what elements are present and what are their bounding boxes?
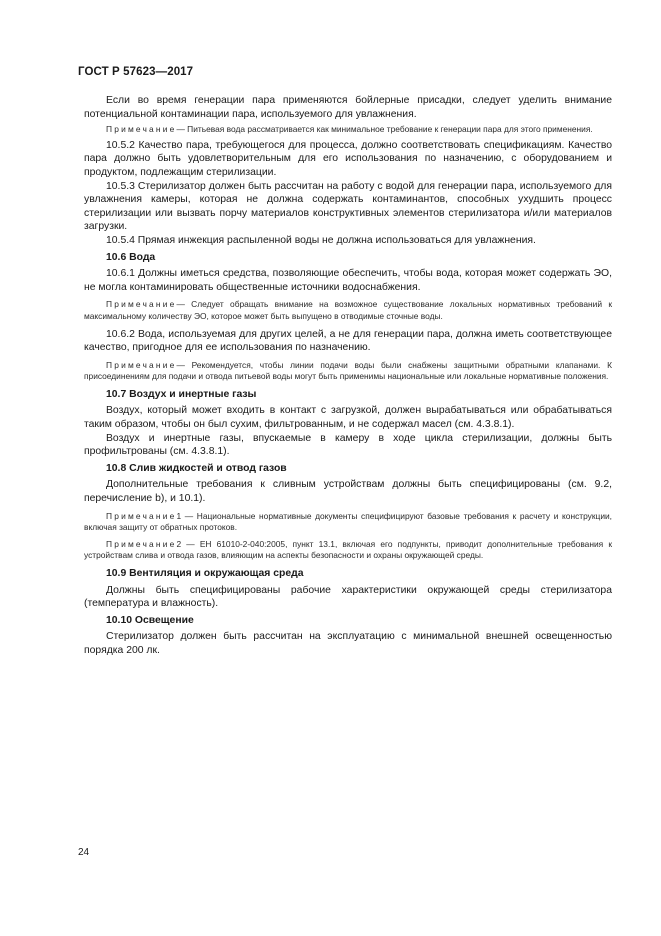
paragraph-10-6-1: 10.6.1 Должны иметься средства, позволяющие обеспечить, чтобы вода, которая может содержать ЭО, не могла контаминировать общественные источники водоснабжения. (84, 268, 612, 293)
paragraph-boiler-additives: Если во время генерации пара применяются бойлерные присадки, следует уделить внимание потенциальной контаминации пара, используемого для увлажнения. (84, 95, 612, 120)
note-check-valves (84, 360, 612, 383)
paragraph-10-5-4: 10.5.4 Прямая инжекция распыленной воды не должна использоваться для увлажнения. (106, 234, 536, 246)
note-drinking-water (84, 124, 612, 136)
page-number: 24 (78, 847, 90, 858)
note-text: — Питьевая вода рассматривается как минимальное требование к генерации пара для этого применения. (176, 124, 593, 135)
note-2-en-61010 (84, 539, 612, 562)
note-text: 2 — ЕН 61010-2-040:2005, пункт 13.1, включая его подпункты, приводит дополнительные требования к устройствам слива и отвода газов, влияющим на аспекты безопасности и охраны окружающей среды. (84, 538, 612, 561)
paragraph-drain-requirements: Дополнительные требования к сливным устройствам должны быть специфицированы (см. 9.2, перечисление b), и 10.1). (84, 479, 612, 505)
paragraph-lighting: Стерилизатор должен быть рассчитан на эксплуатацию с минимальной внешней освещенностью порядка 200 лк. (84, 631, 612, 656)
document-header: ГОСТ Р 57623—2017 (78, 66, 194, 78)
heading-10-10: 10.10 Освещение (106, 614, 194, 626)
note-label: Примечание (106, 538, 177, 549)
note-label: Примечание (106, 299, 177, 310)
heading-10-6: 10.6 Вода (106, 251, 156, 263)
document-body (84, 94, 612, 658)
note-text: — Следует обращать внимание на возможное существование локальных нормативных требований к максимальному количеству ЭО, которое может быть выпущено в отводимые сточные воды. (84, 299, 612, 321)
paragraph-air-contact: Воздух, который может входить в контакт с загрузкой, должен вырабатываться или обрабатываться таким образом, чтобы он был сухим, фильтрованным, и не содержал масел (см. 4.3.8.1). (84, 405, 612, 431)
heading-10-9: 10.9 Вентиляция и окружающая среда (106, 568, 304, 579)
paragraph-10-5-3: 10.5.3 Стерилизатор должен быть рассчитан на работу с водой для генерации пара, используемого для увлажнения камеры, которая не должна содержать контаминантов, способных ухудшить процесс стерилизации или вызвать порчу материалов конструктивных элементов стерилизатора и/или материалов загрузки. (84, 180, 612, 233)
paragraph-10-5-2: 10.5.2 Качество пара, требующегося для процесса, должно соответствовать спецификациям. Качество пара должно быть удовлетворительным для его использования по назначению, с оборудованием и продуктом, подлежащим стерилизации. (84, 139, 612, 178)
note-label: Примечание (106, 124, 177, 135)
note-label: Примечание (106, 510, 177, 521)
heading-10-8: 10.8 Слив жидкостей и отвод газов (106, 462, 287, 474)
note-label: Примечание (106, 359, 177, 370)
heading-10-7: 10.7 Воздух и инертные газы (106, 388, 257, 400)
paragraph-inert-gases: Воздух и инертные газы, впускаемые в камеру в ходе цикла стерилизации, должны быть профильтрованы (см. 4.3.8.1). (84, 432, 612, 458)
note-text: 1 — Национальные нормативные документы специфицируют базовые требования к расчету и конструкции, включая защиту от обратных протоков. (84, 510, 612, 533)
note-1-national-docs (84, 511, 612, 534)
note-eo-limits (84, 299, 612, 322)
paragraph-environment: Должны быть специфицированы рабочие характеристики окружающей среды стерилизатора (температура и влажность). (84, 584, 612, 610)
paragraph-10-6-2: 10.6.2 Вода, используемая для других целей, а не для генерации пара, должна иметь соответствующее качество, пригодное для ее использования по назначению. (84, 328, 612, 354)
note-text: — Рекомендуется, чтобы линии подачи воды были снабжены защитными обратными клапанами. К присоединениям для подачи и отвода питьевой воды могут быть применимы национальные или локальные нормативные положения. (84, 359, 612, 382)
